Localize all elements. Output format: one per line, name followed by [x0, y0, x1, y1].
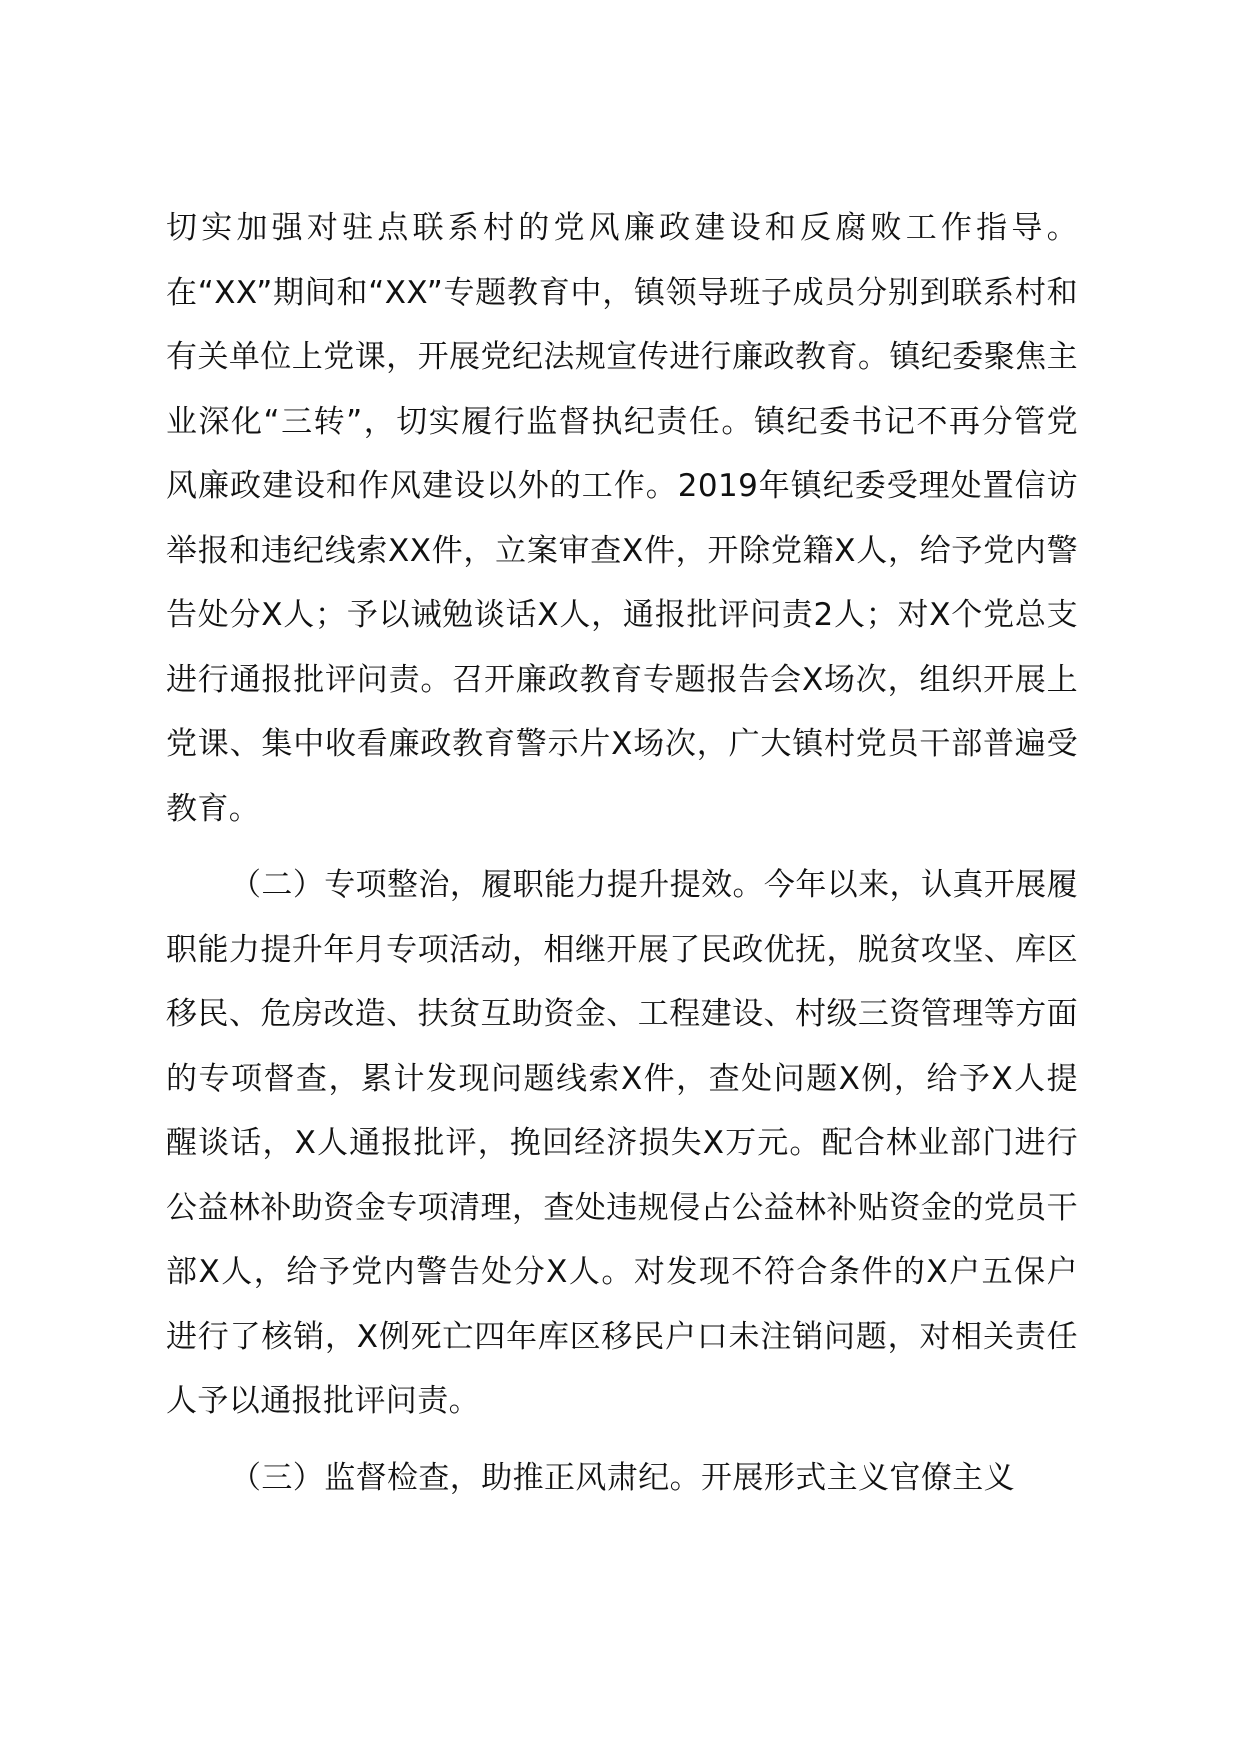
paragraph-supervision-inspection: （三）监督检查，助推正风肃纪。开展形式主义官僚主义 [230, 1459, 1015, 1496]
document-body [166, 196, 1078, 1522]
paragraph-special-rectification: （二）专项整治，履职能力提升提效。今年以来，认真开展履职能力提升年月专项活动，相继开展了民政优抚，脱贫攻坚、库区移民、危房改造、扶贫互助资金、工程建设、村级三资管理等方面的专项督查，累计发现问题线索X件，查处问题X例，给予X人提醒谈话，X人通报批评，挽回经济损失X万元。配合林业部门进行公益林补助资金专项清理，查处违规侵占公益林补贴资金的党员干部X人，给予党内警告处分X人。对发现不符合条件的X户五保户进行了核销，X例死亡四年库区移民户口未注销问题，对相关责任人予以通报批评问责。 [166, 867, 1078, 1419]
paragraph-continued: 切实加强对驻点联系村的党风廉政建设和反腐败工作指导。在“XX”期间和“XX”专题教育中，镇领导班子成员分别到联系村和有关单位上党课，开展党纪法规宣传进行廉政教育。镇纪委聚焦主业深化“三转”，切实履行监督执纪责任。镇纪委书记不再分管党风廉政建设和作风建设以外的工作。2019年镇纪委受理处置信访举报和违纪线索XX件，立案审查X件，开除党籍X人，给予党内警告处分X人；予以诫勉谈话X人，通报批评问责2人；对X个党总支进行通报批评问责。召开廉政教育专题报告会X场次，组织开展上党课、集中收看廉政教育警示片X场次，广大镇村党员干部普遍受教育。 [166, 210, 1078, 827]
